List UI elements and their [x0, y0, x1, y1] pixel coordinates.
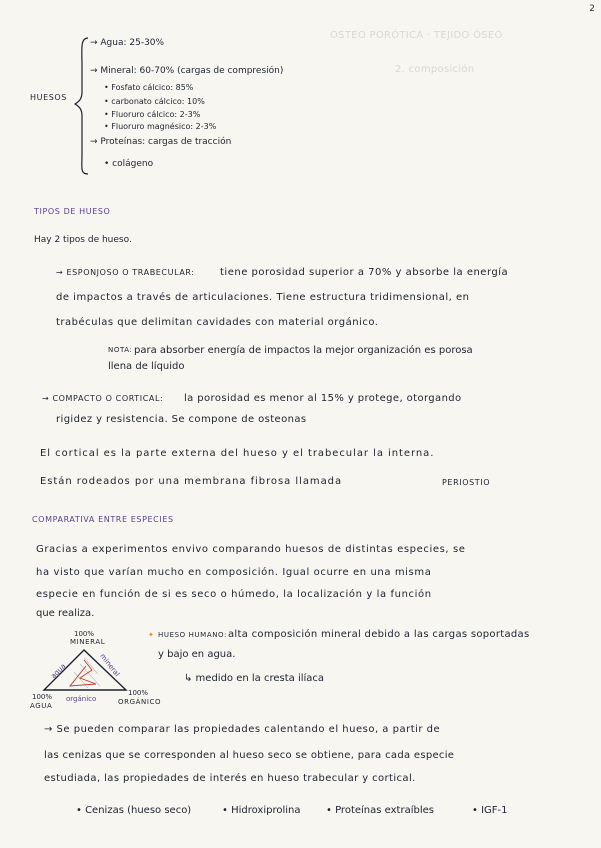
term-label: → ESPONJOSO O TRABECULAR: — [56, 268, 195, 277]
paragraph-line: Están rodeados por una membrana fibrosa llamada — [40, 476, 343, 487]
term-label: HUESO HUMANO: — [158, 631, 227, 639]
paragraph-line: que realiza. — [36, 608, 95, 619]
paragraph-line: llena de líquido — [108, 361, 185, 372]
bullet-item: • Hidroxiprolina — [222, 805, 301, 816]
paragraph-line: rigidez y resistencia. Se compone de osteonas — [56, 414, 307, 425]
bullet-item: • Cenizas (hueso seco) — [76, 805, 192, 816]
bleed-through-text: 2. composición — [395, 64, 475, 75]
composition-item: → Mineral: 60-70% (cargas de compresión) — [90, 66, 284, 76]
triangle-vertex-label: AGUA — [30, 702, 53, 710]
paragraph-line: las cenizas que se corresponden al hueso seco se obtiene, para cada especie — [44, 750, 455, 761]
paragraph-line: la porosidad es menor al 15% y protege, otorgando — [184, 393, 462, 404]
composition-subitem: • colágeno — [104, 159, 154, 169]
section-heading: TIPOS DE HUESO — [34, 207, 111, 216]
paragraph-line: Hay 2 tipos de hueso. — [34, 235, 132, 245]
paragraph-line: para absorber energía de impactos la mejor organización es porosa — [134, 345, 473, 356]
star-icon: ✦ — [148, 631, 154, 639]
triangle-vertex-label: MINERAL — [70, 638, 106, 646]
curly-brace — [74, 36, 90, 176]
composition-subitem: • Fosfato cálcico: 85% — [104, 83, 194, 92]
paragraph-line: estudiada, las propiedades de interés en hueso trabecular y cortical. — [44, 773, 416, 784]
composition-subitem: • Fluoruro cálcico: 2-3% — [104, 110, 201, 119]
paragraph-line: especie en función de si es seco o húmedo, la localización y la función — [36, 589, 432, 600]
paragraph-line: El cortical es la parte externa del hueso y el trabecular la interna. — [40, 448, 435, 459]
paragraph-line: trabéculas que delimitan cavidades con material orgánico. — [56, 317, 379, 328]
triangle-side-label: agua — [49, 662, 68, 681]
triangle-vertex-label: 100% — [128, 689, 149, 697]
triangle-side-label: mineral — [98, 652, 122, 679]
bullet-item: • IGF-1 — [472, 805, 508, 816]
paragraph-line: ha visto que varían mucho en composición. Igual ocurre en una misma — [36, 567, 432, 578]
paragraph-line: alta composición mineral debido a las cargas soportadas — [228, 629, 530, 640]
paragraph-line: → Se pueden comparar las propiedades calentando el hueso, a partir de — [44, 724, 441, 735]
huesos-label: HUESOS — [30, 93, 67, 102]
paragraph-line: ↳ medido en la cresta ilíaca — [184, 673, 325, 684]
bleed-through-text: OSTEO PORÓTICA · TEJIDO ÓSEO — [330, 30, 503, 41]
paragraph-line: tiene porosidad superior a 70% y absorbe la energía — [220, 267, 509, 278]
composition-item: → Agua: 25-30% — [90, 38, 165, 48]
composition-item: → Proteínas: cargas de tracción — [90, 137, 232, 147]
paragraph-line: de impactos a través de articulaciones. Tiene estructura tridimensional, en — [56, 292, 470, 303]
term-label: → COMPACTO O CORTICAL: — [42, 394, 164, 403]
composition-subitem: • Fluoruro magnésico: 2-3% — [104, 122, 217, 131]
triangle-side-label: orgánico — [66, 695, 97, 703]
note-label: NOTA: — [108, 346, 133, 354]
section-heading: COMPARATIVA ENTRE ESPECIES — [32, 515, 174, 524]
paragraph-line: Gracias a experimentos envivo comparando huesos de distintas especies, se — [36, 544, 466, 555]
composition-subitem: • carbonato cálcico: 10% — [104, 97, 205, 106]
triangle-vertex-label: 100% — [74, 630, 95, 638]
triangle-vertex-label: ORGÁNICO — [118, 698, 162, 706]
triangle-vertex-label: 100% — [32, 693, 53, 701]
bullet-item: • Proteínas extraíbles — [326, 805, 434, 816]
page-number: 2 — [589, 4, 595, 14]
term-label: PERIOSTIO — [442, 478, 491, 487]
paragraph-line: y bajo en agua. — [158, 649, 236, 660]
